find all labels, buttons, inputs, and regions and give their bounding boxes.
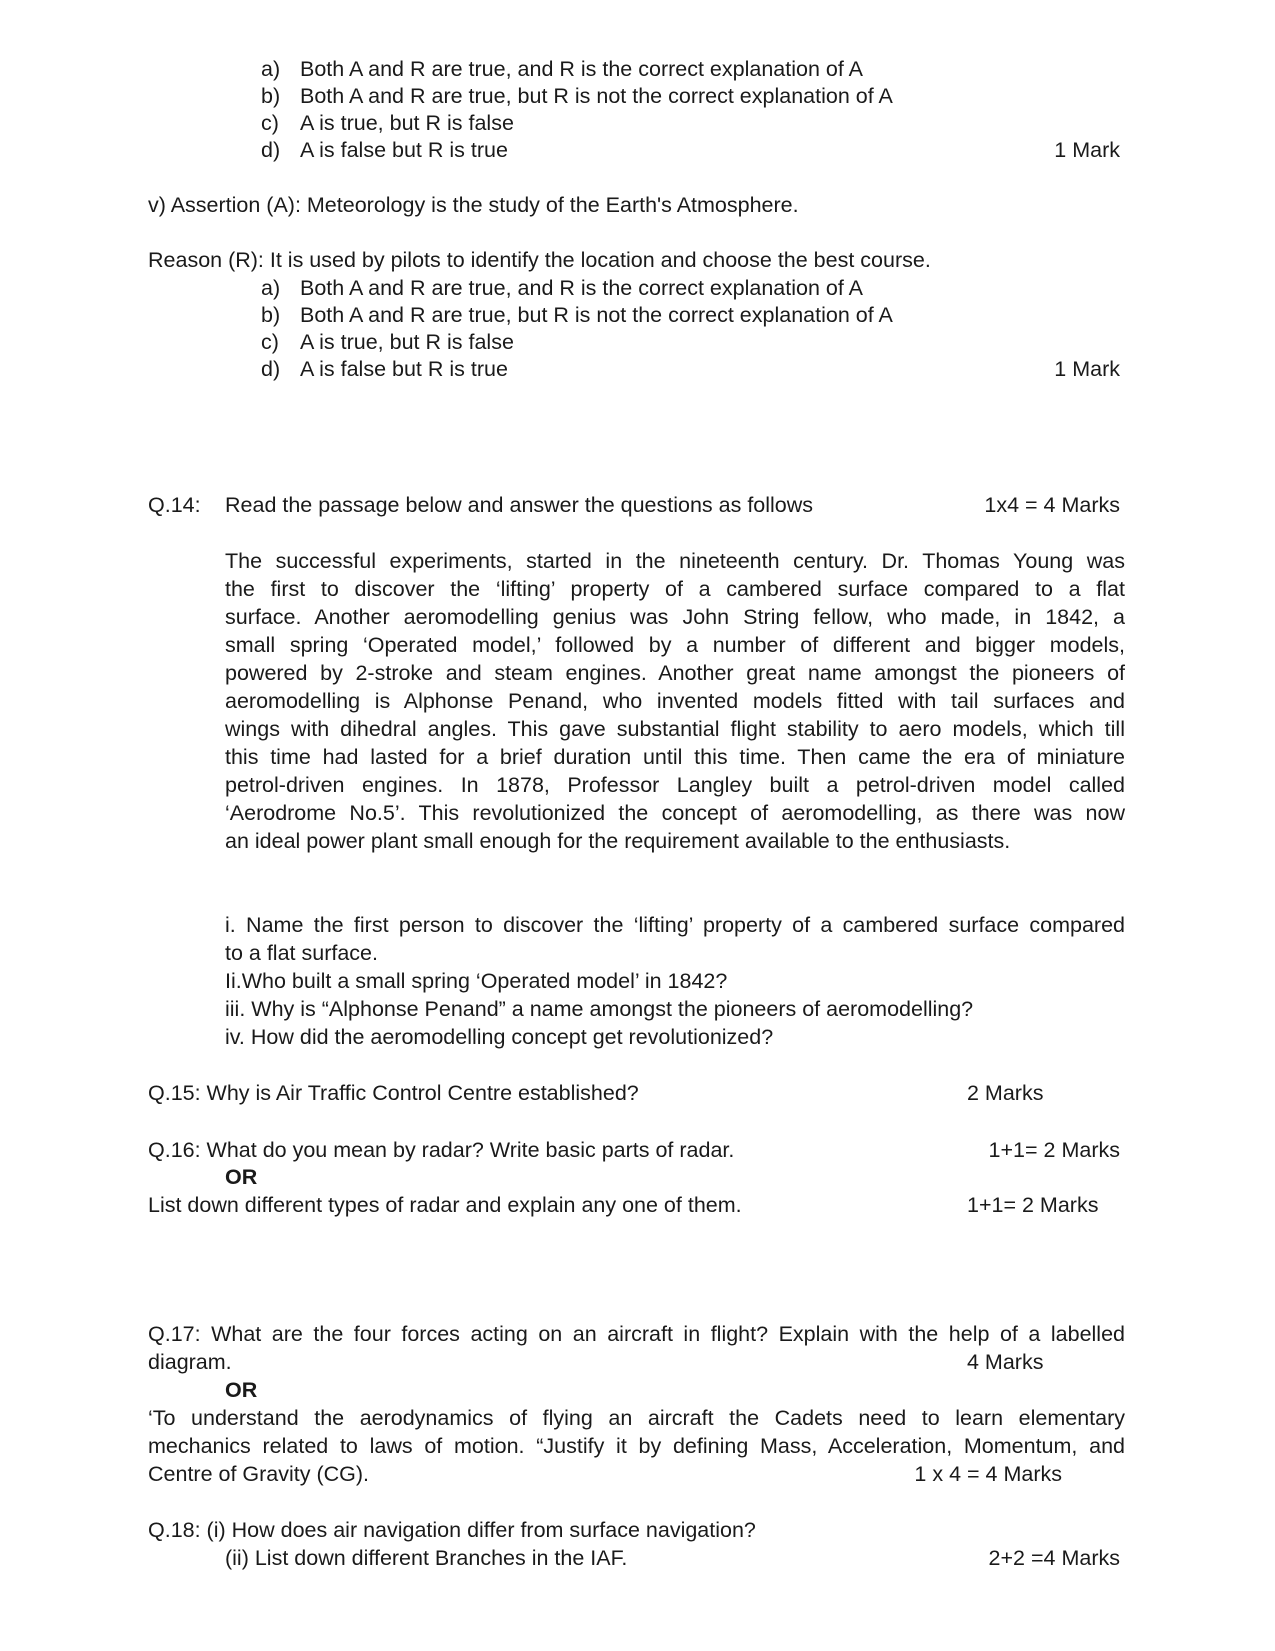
passage-line: small spring ‘Operated model,’ followed by a number of different and bigger models, [225, 633, 1125, 657]
question-text: Q.15: Why is Air Traffic Control Centre established? [148, 1081, 639, 1105]
alt-question-text: Centre of Gravity (CG). [148, 1462, 370, 1486]
passage-line: wings with dihedral angles. This gave substantial flight stability to aero models, which till [225, 717, 1125, 741]
sub-question-iv: iv. How did the aeromodelling concept get revolutionized? [225, 1025, 774, 1049]
question-prompt: Read the passage below and answer the questions as follows [225, 493, 814, 517]
or-label: OR [225, 1378, 258, 1402]
marks-label: 2+2 =4 Marks [988, 1546, 1120, 1570]
question-text: Q.18: (i) How does air navigation differ from surface navigation? [148, 1518, 756, 1542]
passage-line: surface. Another aeromodelling genius was John String fellow, who made, in 1842, a [225, 605, 1125, 629]
option-text: A is true, but R is false [300, 330, 514, 354]
question-text-cont: diagram. [148, 1350, 232, 1374]
alt-question-text: List down different types of radar and explain any one of them. [148, 1193, 742, 1217]
marks-label: 1+1= 2 Marks [988, 1138, 1120, 1162]
passage-line: this time had lasted for a brief duration until this time. Then came the era of miniature [225, 745, 1125, 769]
passage-line: an ideal power plant small enough for the requirement available to the enthusiasts. [225, 829, 1011, 853]
passage-line: the first to discover the ‘lifting’ property of a cambered surface compared to a flat [225, 577, 1125, 601]
marks-label: 4 Marks [967, 1350, 1044, 1374]
alt-question-text: mechanics related to laws of motion. “Justify it by defining Mass, Acceleration, Momentum, and [148, 1434, 1125, 1458]
option-letter: d) [261, 138, 281, 162]
marks-label: 1+1= 2 Marks [967, 1193, 1099, 1217]
marks-label: 1 Mark [1054, 138, 1120, 162]
alt-question-text: ‘To understand the aerodynamics of flying an aircraft the Cadets need to learn elementary [148, 1406, 1125, 1430]
option-text: A is false but R is true [300, 357, 508, 381]
option-letter: b) [261, 303, 281, 327]
question-text-cont: (ii) List down different Branches in the IAF. [225, 1546, 628, 1570]
option-text: A is true, but R is false [300, 111, 514, 135]
passage-line: powered by 2-stroke and steam engines. Another great name amongst the pioneers of [225, 661, 1125, 685]
passage-line: The successful experiments, started in the nineteenth century. Dr. Thomas Young was [225, 549, 1125, 573]
option-letter: b) [261, 84, 281, 108]
sub-question-iii: iii. Why is “Alphonse Penand” a name amongst the pioneers of aeromodelling? [225, 997, 974, 1021]
or-label: OR [225, 1165, 258, 1189]
marks-label: 1 x 4 = 4 Marks [914, 1462, 1062, 1486]
question-number: Q.14: [148, 493, 201, 517]
option-letter: a) [261, 57, 281, 81]
option-letter: a) [261, 276, 281, 300]
sub-question-i-cont: to a flat surface. [225, 941, 378, 965]
marks-label: 1x4 = 4 Marks [984, 493, 1120, 517]
option-text: Both A and R are true, and R is the correct explanation of A [300, 57, 863, 81]
option-text: Both A and R are true, but R is not the correct explanation of A [300, 303, 893, 327]
option-text: Both A and R are true, and R is the correct explanation of A [300, 276, 863, 300]
passage-line: aeromodelling is Alphonse Penand, who invented models fitted with tail surfaces and [225, 689, 1125, 713]
option-letter: d) [261, 357, 281, 381]
option-text: Both A and R are true, but R is not the correct explanation of A [300, 84, 893, 108]
option-letter: c) [261, 330, 279, 354]
sub-question-i: i. Name the first person to discover the ‘lifting’ property of a cambered surface compared [225, 913, 1125, 937]
reason-text: Reason (R): It is used by pilots to identify the location and choose the best course. [148, 248, 931, 272]
assertion-text: v) Assertion (A): Meteorology is the study of the Earth's Atmosphere. [148, 193, 799, 217]
option-text: A is false but R is true [300, 138, 508, 162]
marks-label: 2 Marks [967, 1081, 1044, 1105]
passage-line: petrol-driven engines. In 1878, Professor Langley built a petrol-driven model called [225, 773, 1125, 797]
question-text: Q.17: What are the four forces acting on an aircraft in flight? Explain with the help of a labelled [148, 1322, 1125, 1346]
option-letter: c) [261, 111, 279, 135]
sub-question-ii: Ii.Who built a small spring ‘Operated model’ in 1842? [225, 969, 728, 993]
question-text: Q.16: What do you mean by radar? Write basic parts of radar. [148, 1138, 735, 1162]
passage-line: ‘Aerodrome No.5’. This revolutionized the concept of aeromodelling, as there was now [225, 801, 1125, 825]
marks-label: 1 Mark [1054, 357, 1120, 381]
